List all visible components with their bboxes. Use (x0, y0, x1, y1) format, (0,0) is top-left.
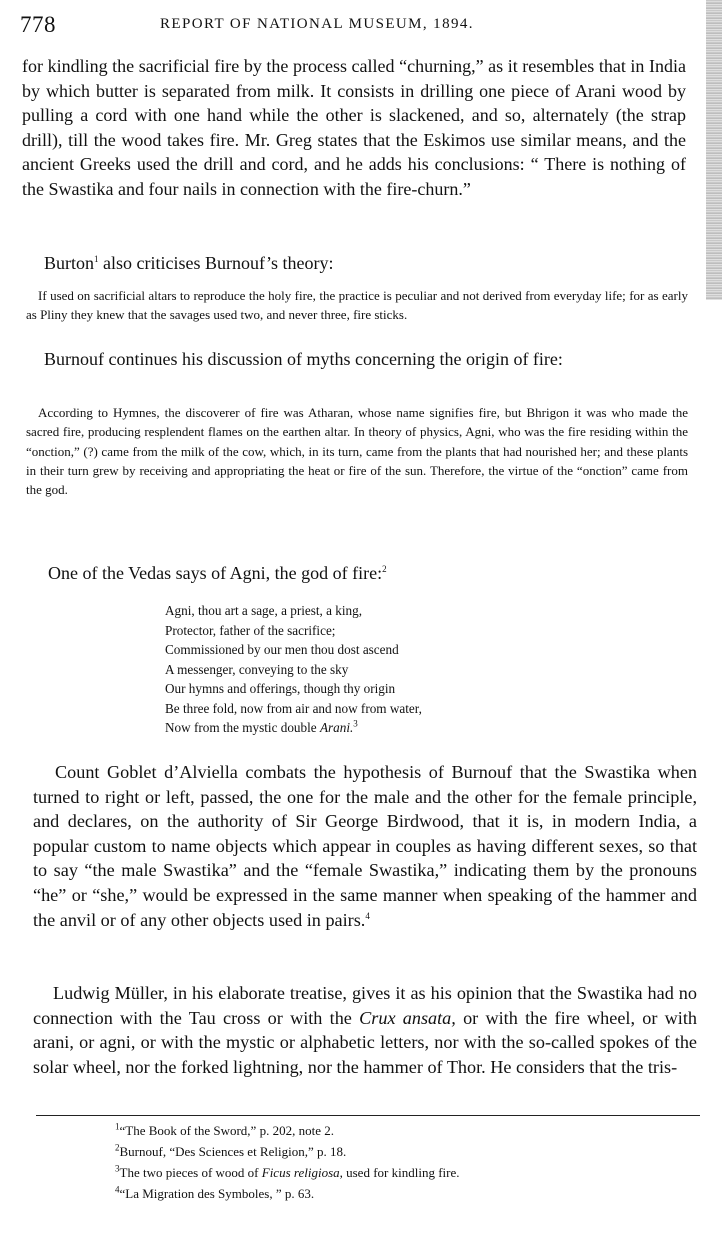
crux-ansata-italic: Crux ansata, (359, 1007, 456, 1028)
verse-line: Agni, thou art a sage, a priest, a king, (165, 603, 363, 618)
verse-line-last (165, 718, 665, 738)
paragraph-vedas (22, 561, 690, 586)
footnote-text: “The Book of the Sword,” p. 202, note 2. (119, 1123, 334, 1138)
verse-line: Be three fold, now from air and now from water, (165, 700, 422, 716)
footnote-3 (115, 1162, 705, 1183)
paragraph-burton (22, 251, 686, 276)
verse-line: Our hymns and offerings, though thy origin (165, 681, 396, 696)
footnote-text-end: used for kindling fire. (342, 1165, 460, 1180)
footnotes (115, 1120, 705, 1204)
verse-line: Commissioned by our men thou dost ascend (165, 642, 399, 657)
running-head: REPORT OF NATIONAL MUSEUM, 1894. (160, 16, 474, 32)
footnote-2 (115, 1141, 705, 1162)
block-quote-burton: If used on sacrificial altars to reproduce the holy fire, the practice is peculiar and not derived from everyday life; for as early as Pliny they knew that the savages used two, and never three, fire sticks. (26, 288, 688, 323)
block-quote-hymnes: According to Hymnes, the discoverer of fire was Atharan, whose name signifies fire, but Bhrigon it was who made the sacred fire, producing resplendent flames on the earthen altar. In theory of physics, Agni, who was the fire residing within the “onction,” (?) came from the milk of the cow, which, in its turn, came from the plants that had nourished her; and these plants in their turn grew by receiving and appropriating the heat or fire of the sun. Therefore, the virtue of the “onction” came from the god. (26, 405, 688, 498)
footnote-ref-1: 1 (94, 254, 99, 264)
footnote-ref-4: 4 (365, 910, 370, 921)
paragraph-vedas-text: One of the Vedas says of Agni, the god of fire: (48, 563, 383, 583)
footnote-text: “La Migration des Symboles, ” p. 63. (119, 1186, 315, 1201)
page-number: 778 (20, 12, 56, 37)
paragraph-goblet-text: Count Goblet d’Alviella combats the hypothesis of Burnouf that the Swastika when turned to right or left, passed, the one for the male and the other for the female principle, and declares, on the authority of Sir George Birdwood, that it is, in modern India, a popular custom to name objects which appear in couples as having different sexes, so that to say “the male Swastika” and the “female Swastika,” indicating them by the pronouns “he” or “she,” would be expressed in the same manner when speaking of the hammer and the anvil or of any other objects used in pairs. (33, 762, 697, 930)
verse-arani: Arani. (319, 720, 354, 735)
paragraph-burton-text-start: Burton (44, 253, 95, 273)
paragraph-goblet (33, 760, 697, 932)
footnote-number: 2 (115, 1142, 120, 1153)
footnote-ref-3: 3 (353, 718, 358, 729)
page-edge-shading (706, 0, 722, 300)
verse-agni (165, 601, 665, 738)
footnote-text-start: The two pieces of wood of (119, 1165, 262, 1180)
verse-line: A messenger, conveying to the sky (165, 661, 349, 677)
footnote-divider (36, 1115, 700, 1116)
paragraph-churning: for kindling the sacrificial fire by the process called “churning,” as it resembles that in India by which butter is separated from milk. It consists in drilling one piece of Arani wood by pulling a cord with one hand while the other is slackened, and so, alternately (the strap drill), till the wood takes fire. Mr. Greg states that the Eskimos use similar means, and the ancient Greeks used the drill and cord, and he adds his conclusions: “ There is nothing of the Swastika and four nails in connection with the fire-churn.” (22, 56, 686, 199)
footnote-number: 3 (115, 1163, 120, 1174)
verse-line: Protector, father of the sacrifice; (165, 622, 336, 638)
footnote-text: Burnouf, “Des Sciences et Religion,” p. 18. (119, 1144, 347, 1159)
page-header (20, 12, 700, 42)
footnote-ref-2: 2 (382, 564, 387, 574)
footnote-number: 1 (115, 1121, 120, 1132)
footnote-1 (115, 1120, 705, 1141)
paragraph-burton-text-end: also criticises Burnouf’s theory: (98, 253, 334, 273)
footnote-4 (115, 1183, 705, 1204)
paragraph-burnouf-continues: Burnouf continues his discussion of myths concerning the origin of fire: (44, 349, 563, 369)
paragraph-muller-text-end: or with the fire wheel, or with arani, or agni, or with the mystic or alphabetic letters, nor with the so-called spokes of the solar wheel, nor the forked lightning, nor the hammer of Thor. He considers that the tris- (33, 1007, 697, 1077)
footnote-number: 4 (115, 1184, 120, 1195)
paragraph-muller (33, 981, 697, 1079)
verse-last-text: Now from the mystic double (165, 720, 320, 735)
ficus-religiosa-italic: Ficus religiosa, (261, 1165, 343, 1180)
paragraph-muller-text-start: Ludwig Müller, in his elaborate treatise, gives it as his opinion that the Swastika had no connection with the Tau cross or with the (33, 983, 697, 1028)
